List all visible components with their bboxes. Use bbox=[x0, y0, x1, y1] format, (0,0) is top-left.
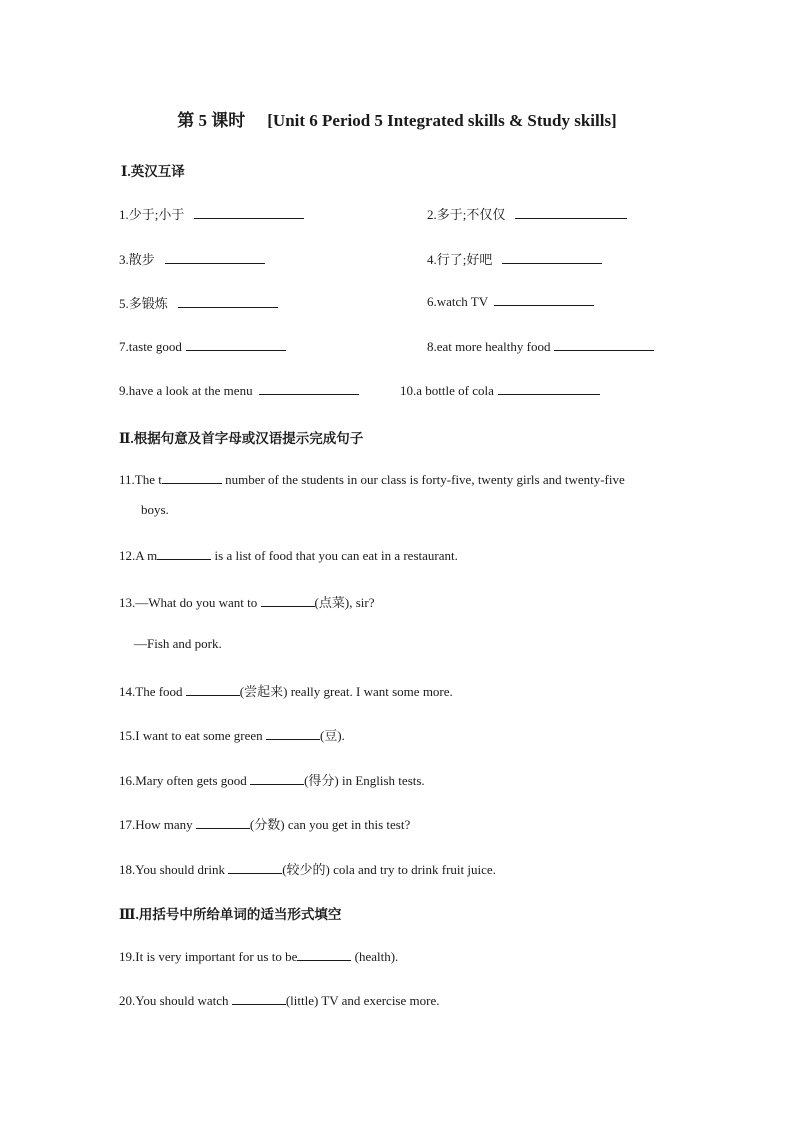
answer-blank[interactable] bbox=[554, 338, 654, 351]
translation-item-5: 5.多锻炼 bbox=[119, 293, 278, 312]
sentence-item-11-continued: boys. bbox=[141, 502, 169, 517]
word-form-item-19: 19.It is very important for us to be (health). bbox=[119, 949, 399, 964]
answer-blank[interactable] bbox=[186, 338, 286, 351]
translation-item-8: 8.eat more healthy food bbox=[427, 338, 654, 355]
answer-blank[interactable] bbox=[494, 293, 594, 306]
answer-blank[interactable] bbox=[178, 295, 278, 308]
translation-item-9: 9.have a look at the menu bbox=[119, 382, 359, 399]
answer-blank[interactable] bbox=[261, 594, 315, 607]
answer-blank[interactable] bbox=[266, 727, 320, 740]
translation-item-1: 1.少于;小于 bbox=[119, 204, 304, 223]
answer-blank[interactable] bbox=[186, 683, 240, 696]
translation-item-2: 2.多于;不仅仅 bbox=[427, 204, 627, 223]
sentence-item-13: 13.—What do you want to (点菜), sir? bbox=[119, 595, 375, 610]
sentence-item-17: 17.How many (分数) can you get in this test? bbox=[119, 817, 411, 832]
answer-blank[interactable] bbox=[228, 861, 282, 874]
answer-blank[interactable] bbox=[162, 471, 222, 484]
sentence-item-18: 18.You should drink (较少的) cola and try to drink fruit juice. bbox=[119, 862, 496, 877]
translation-item-3: 3.散步 bbox=[119, 249, 265, 268]
sentence-item-16: 16.Mary often gets good (得分) in English tests. bbox=[119, 773, 425, 788]
sentence-item-12: 12.A m is a list of food that you can eat in a restaurant. bbox=[119, 548, 458, 563]
answer-blank[interactable] bbox=[498, 382, 600, 395]
translation-item-6: 6.watch TV bbox=[427, 293, 594, 310]
section-2-heading: Ⅱ.根据句意及首字母或汉语提示完成句子 bbox=[119, 431, 364, 446]
answer-blank[interactable] bbox=[196, 816, 250, 829]
answer-blank[interactable] bbox=[297, 948, 351, 961]
sentence-item-11: 11.The t number of the students in our class is forty-five, twenty girls and twenty-five bbox=[119, 472, 625, 487]
answer-blank[interactable] bbox=[157, 547, 211, 560]
answer-blank[interactable] bbox=[502, 251, 602, 264]
sentence-item-13-reply: —Fish and pork. bbox=[134, 636, 222, 651]
page-title bbox=[0, 106, 794, 131]
answer-blank[interactable] bbox=[515, 206, 627, 219]
answer-blank[interactable] bbox=[165, 251, 265, 264]
answer-blank[interactable] bbox=[259, 382, 359, 395]
translation-item-4: 4.行了;好吧 bbox=[427, 249, 602, 268]
word-form-item-20: 20.You should watch (little) TV and exercise more. bbox=[119, 993, 440, 1008]
translation-item-7: 7.taste good bbox=[119, 338, 286, 355]
translation-item-10: 10.a bottle of cola bbox=[400, 382, 600, 399]
answer-blank[interactable] bbox=[250, 772, 304, 785]
unit-title: [Unit 6 Period 5 Integrated skills & Study skills] bbox=[267, 111, 617, 130]
lesson-number: 第 5 课时 bbox=[177, 111, 246, 130]
sentence-item-14: 14.The food (尝起来) really great. I want some more. bbox=[119, 684, 453, 699]
section-1-heading: Ⅰ.英汉互译 bbox=[121, 164, 185, 179]
answer-blank[interactable] bbox=[194, 206, 304, 219]
section-3-heading: Ⅲ.用括号中所给单词的适当形式填空 bbox=[119, 907, 342, 922]
sentence-item-15: 15.I want to eat some green (豆). bbox=[119, 728, 345, 743]
answer-blank[interactable] bbox=[232, 992, 286, 1005]
